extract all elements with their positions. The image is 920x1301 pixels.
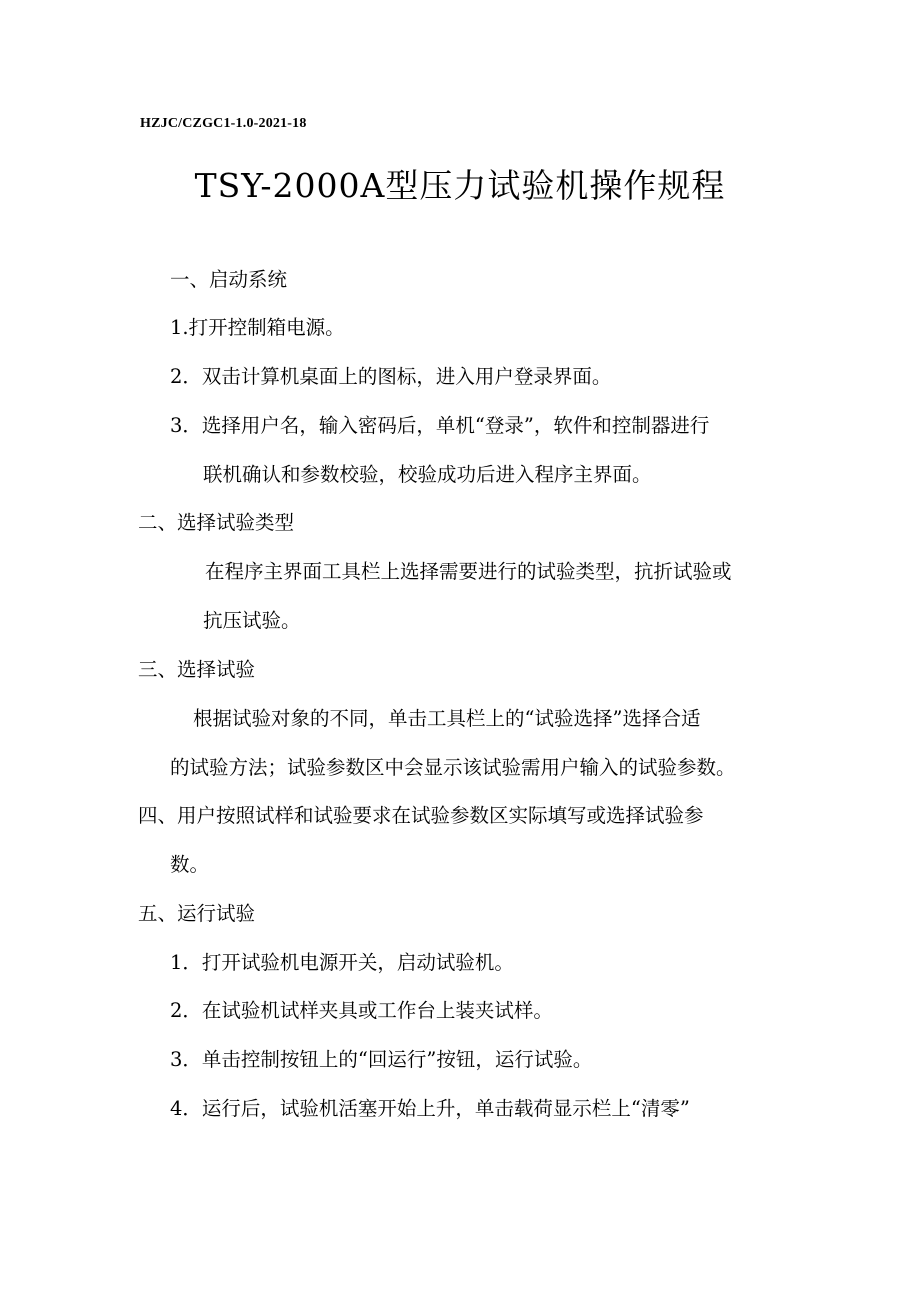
paragraph-line: 3．单击控制按钮上的“回运行”按钮，运行试验。	[170, 1048, 593, 1071]
paragraph-line: 1.打开控制箱电源。	[170, 316, 345, 339]
paragraph-line: 抗压试验。	[203, 609, 301, 632]
paragraph-line: 联机确认和参数校验，校验成功后进入程序主界面。	[203, 463, 652, 486]
section-heading-1: 一、启动系统	[170, 268, 288, 291]
section-heading-3: 三、选择试验	[138, 658, 256, 681]
paragraph-line: 2．在试验机试样夹具或工作台上装夹试样。	[170, 999, 553, 1022]
paragraph-line: 根据试验对象的不同，单击工具栏上的“试验选择”选择合适	[193, 707, 701, 730]
document-title: TSY-2000A型压力试验机操作规程	[194, 166, 726, 205]
paragraph-line: 在程序主界面工具栏上选择需要进行的试验类型，抗折试验或	[205, 560, 732, 583]
paragraph-line: 的试验方法；试验参数区中会显示该试验需用户输入的试验参数。	[170, 756, 736, 779]
section-heading-2: 二、选择试验类型	[138, 511, 295, 534]
document-code: HZJC/CZGC1-1.0-2021-18	[140, 116, 307, 131]
paragraph-line: 1．打开试验机电源开关，启动试验机。	[170, 951, 514, 974]
paragraph-line: 4．运行后，试验机活塞开始上升，单击载荷显示栏上“清零”	[170, 1097, 690, 1120]
paragraph-line: 3．选择用户名，输入密码后，单机“登录”，软件和控制器进行	[170, 414, 710, 437]
section-heading-4: 四、用户按照试样和试验要求在试验参数区实际填写或选择试验参	[138, 804, 704, 827]
paragraph-line: 2．双击计算机桌面上的图标，进入用户登录界面。	[170, 365, 612, 388]
paragraph-line: 数。	[170, 853, 210, 876]
section-heading-5: 五、运行试验	[138, 902, 256, 925]
